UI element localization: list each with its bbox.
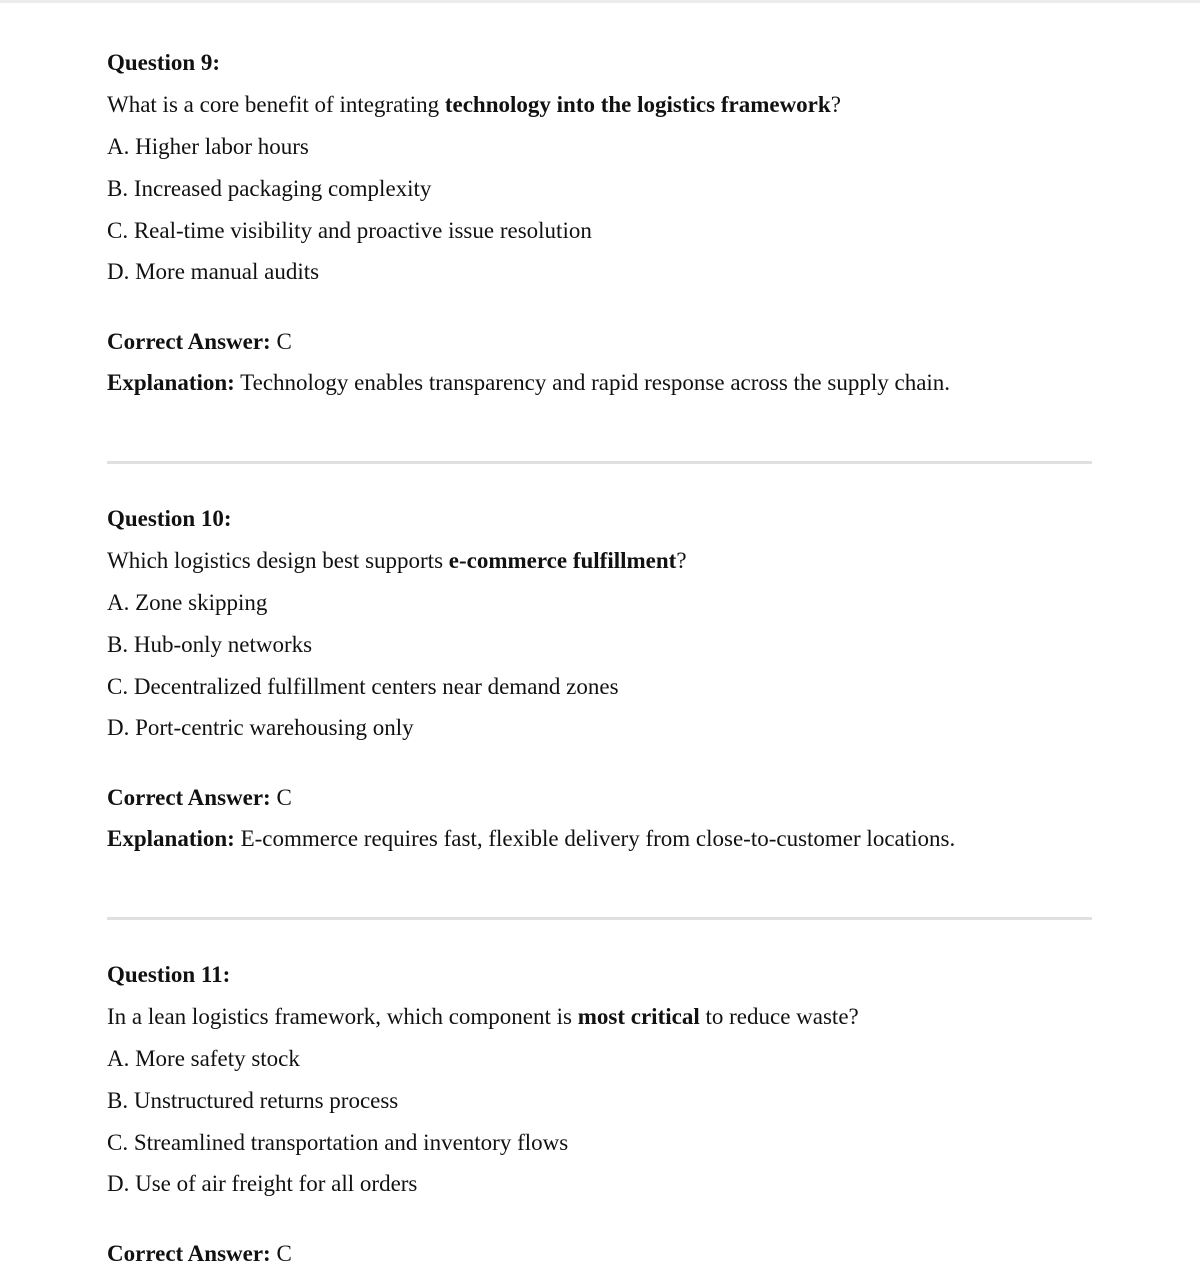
option-b: B. Hub-only networks — [107, 632, 313, 657]
question-block-10 — [107, 504, 1092, 854]
explanation-text: E-commerce requires fast, flexible delivery from close-to-customer locations. — [234, 826, 956, 851]
prompt-emphasis: technology into the logistics framework — [444, 92, 831, 117]
option-a: A. Higher labor hours — [107, 134, 309, 159]
prompt-text: Which logistics design best supports — [107, 548, 449, 573]
correct-answer — [107, 327, 1092, 357]
option-b: B. Unstructured returns process — [107, 1088, 399, 1113]
answer-label: Correct Answer: — [107, 1241, 271, 1266]
option-a: A. Zone skipping — [107, 590, 268, 615]
answer-value: C — [270, 1241, 292, 1266]
explanation-text: Technology enables transparency and rapid response across the supply chain. — [234, 370, 951, 395]
question-block-11 — [107, 960, 1092, 1266]
option-b: B. Increased packaging complexity — [107, 176, 432, 201]
question-block-9 — [107, 48, 1092, 398]
correct-answer — [107, 1239, 1092, 1266]
section-divider — [107, 917, 1092, 920]
option-d: D. Use of air freight for all orders — [107, 1171, 418, 1196]
prompt-emphasis: e-commerce fulfillment — [448, 548, 677, 573]
question-prompt — [107, 1002, 1092, 1032]
explanation — [107, 368, 1092, 398]
answer-label: Correct Answer: — [107, 329, 271, 354]
correct-answer — [107, 783, 1092, 813]
question-prompt — [107, 546, 1092, 576]
option-c: C. Streamlined transportation and inventory flows — [107, 1130, 569, 1155]
answer-value: C — [270, 329, 292, 354]
page-top-edge — [0, 0, 1200, 3]
question-heading: Question 9: — [107, 50, 221, 75]
prompt-text: In a lean logistics framework, which component is — [107, 1004, 578, 1029]
explanation-label: Explanation: — [107, 826, 235, 851]
question-heading: Question 11: — [107, 962, 231, 987]
answer-value: C — [270, 785, 292, 810]
explanation — [107, 824, 1092, 854]
question-heading: Question 10: — [107, 506, 232, 531]
option-d: D. More manual audits — [107, 259, 320, 284]
prompt-text-end: ? — [830, 92, 841, 117]
option-c: C. Decentralized fulfillment centers near demand zones — [107, 674, 619, 699]
document-body — [107, 48, 1092, 1266]
question-prompt — [107, 90, 1092, 120]
option-d: D. Port-centric warehousing only — [107, 715, 414, 740]
explanation-label: Explanation: — [107, 370, 235, 395]
prompt-text-end: to reduce waste? — [699, 1004, 859, 1029]
prompt-text-end: ? — [676, 548, 687, 573]
option-c: C. Real-time visibility and proactive issue resolution — [107, 218, 592, 243]
prompt-emphasis: most critical — [577, 1004, 700, 1029]
section-divider — [107, 461, 1092, 464]
option-a: A. More safety stock — [107, 1046, 300, 1071]
prompt-text: What is a core benefit of integrating — [107, 92, 445, 117]
answer-label: Correct Answer: — [107, 785, 271, 810]
